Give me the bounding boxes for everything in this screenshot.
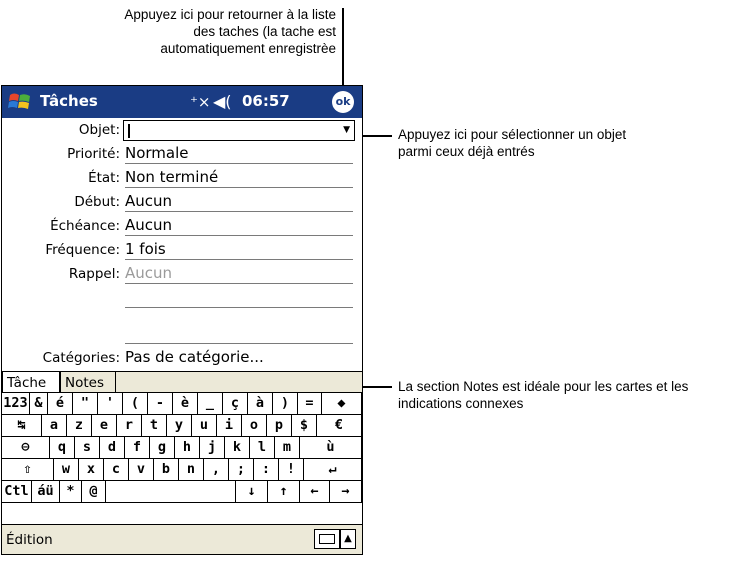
categories-label: Catégories: bbox=[42, 350, 120, 366]
key[interactable]: c bbox=[104, 459, 129, 481]
key[interactable]: v bbox=[129, 459, 154, 481]
key[interactable]: _ bbox=[198, 393, 223, 415]
row-blank bbox=[2, 286, 362, 310]
key[interactable]: ↑ bbox=[268, 481, 300, 503]
key[interactable]: ↹ bbox=[2, 415, 42, 437]
etat-value[interactable]: Non terminé bbox=[125, 168, 219, 186]
key[interactable]: h bbox=[175, 437, 200, 459]
frequence-value[interactable]: 1 fois bbox=[125, 240, 166, 258]
tab-notes[interactable]: Notes bbox=[60, 372, 116, 393]
callout-right2 bbox=[398, 378, 688, 412]
callout-top-line2: des taches (la tache est bbox=[193, 24, 336, 39]
key[interactable]: à bbox=[248, 393, 273, 415]
device-screen bbox=[1, 85, 363, 555]
volume-icon[interactable]: ◀( bbox=[213, 92, 232, 111]
divider bbox=[125, 211, 353, 212]
objet-label: Objet: bbox=[78, 122, 120, 138]
echeance-value[interactable]: Aucun bbox=[125, 216, 173, 234]
row-rappel[interactable] bbox=[2, 262, 362, 286]
connectivity-icon[interactable]: ⁺× bbox=[190, 93, 211, 111]
callout-top-line1: Appuyez ici pour retourner à la liste bbox=[124, 7, 336, 22]
tab-tache[interactable]: Tâche bbox=[2, 372, 60, 393]
keyboard-icon-glyph bbox=[319, 534, 335, 544]
keyboard-row-2 bbox=[2, 415, 362, 437]
keyboard-row-3 bbox=[2, 437, 362, 459]
callout-top-line3: automatiquement enregistrèe bbox=[160, 41, 336, 56]
keyboard-row-1 bbox=[2, 393, 362, 415]
key[interactable]: y bbox=[167, 415, 192, 437]
row-frequence[interactable] bbox=[2, 238, 362, 262]
key[interactable]: i bbox=[217, 415, 242, 437]
ok-button[interactable]: ok bbox=[332, 91, 354, 113]
key[interactable]: $ bbox=[292, 415, 317, 437]
key[interactable]: ⊖ bbox=[2, 437, 50, 459]
key[interactable]: Ctl bbox=[2, 481, 32, 503]
objet-combobox[interactable] bbox=[123, 120, 355, 141]
key[interactable]: ( bbox=[123, 393, 148, 415]
text-caret bbox=[128, 124, 130, 138]
input-menu-arrow-icon[interactable]: ▲ bbox=[340, 529, 356, 549]
divider bbox=[125, 235, 353, 236]
key-space[interactable] bbox=[106, 481, 236, 503]
callout-right2-line1: La section Notes est idéale pour les cartes et les bbox=[398, 379, 689, 394]
title-bar bbox=[2, 86, 362, 118]
echeance-label: Échéance: bbox=[50, 218, 120, 234]
callout-right1-line1: Appuyez ici pour sélectionner un objet bbox=[398, 127, 627, 142]
key[interactable]: ← bbox=[300, 481, 330, 503]
menu-edition[interactable]: Édition bbox=[6, 532, 53, 548]
soft-keyboard bbox=[2, 392, 362, 525]
callout-top-leader bbox=[342, 8, 344, 88]
categories-value[interactable]: Pas de catégorie... bbox=[125, 348, 264, 366]
key[interactable]: @ bbox=[82, 481, 106, 503]
key[interactable]: , bbox=[204, 459, 229, 481]
etat-label: État: bbox=[88, 170, 120, 186]
divider bbox=[125, 343, 353, 344]
key[interactable]: a bbox=[42, 415, 67, 437]
key[interactable]: t bbox=[142, 415, 167, 437]
key[interactable]: ↓ bbox=[236, 481, 268, 503]
callout-right1 bbox=[398, 126, 626, 160]
key[interactable]: q bbox=[50, 437, 75, 459]
divider bbox=[125, 187, 353, 188]
keyboard-row-4 bbox=[2, 459, 362, 481]
priorite-value[interactable]: Normale bbox=[125, 144, 189, 162]
key[interactable]: ) bbox=[273, 393, 298, 415]
rappel-label: Rappel: bbox=[68, 266, 120, 282]
key[interactable]: → bbox=[330, 481, 362, 503]
key[interactable]: ↵ bbox=[304, 459, 362, 481]
row-objet bbox=[2, 118, 362, 142]
key[interactable]: ù bbox=[300, 437, 362, 459]
key[interactable]: r bbox=[117, 415, 142, 437]
key[interactable]: e bbox=[92, 415, 117, 437]
key[interactable]: ç bbox=[223, 393, 248, 415]
debut-value[interactable]: Aucun bbox=[125, 192, 173, 210]
key[interactable]: p bbox=[267, 415, 292, 437]
row-etat[interactable] bbox=[2, 166, 362, 190]
key[interactable]: k bbox=[225, 437, 250, 459]
key[interactable]: u bbox=[192, 415, 217, 437]
key[interactable]: b bbox=[154, 459, 179, 481]
key[interactable]: g bbox=[150, 437, 175, 459]
windows-start-icon[interactable] bbox=[7, 89, 33, 115]
tab-bar bbox=[2, 371, 362, 394]
rappel-value[interactable]: Aucun bbox=[125, 264, 173, 282]
divider bbox=[125, 283, 353, 284]
row-categories[interactable] bbox=[2, 346, 362, 370]
key[interactable]: ' bbox=[98, 393, 123, 415]
key[interactable]: z bbox=[67, 415, 92, 437]
key[interactable]: : bbox=[254, 459, 279, 481]
key[interactable]: ; bbox=[229, 459, 254, 481]
clock[interactable]: 06:57 bbox=[242, 92, 290, 110]
key[interactable]: ◆ bbox=[322, 393, 362, 415]
key[interactable]: € bbox=[317, 415, 362, 437]
key[interactable]: w bbox=[54, 459, 79, 481]
key[interactable]: s bbox=[75, 437, 100, 459]
row-priorite[interactable] bbox=[2, 142, 362, 166]
row-echeance[interactable] bbox=[2, 214, 362, 238]
key[interactable]: m bbox=[275, 437, 300, 459]
keyboard-icon[interactable] bbox=[314, 529, 340, 549]
key[interactable]: = bbox=[298, 393, 322, 415]
key[interactable]: * bbox=[60, 481, 82, 503]
key[interactable]: ⇧ bbox=[2, 459, 54, 481]
menu-bar bbox=[2, 524, 362, 555]
key[interactable]: f bbox=[125, 437, 150, 459]
keyboard-row-5 bbox=[2, 481, 362, 503]
key[interactable]: " bbox=[73, 393, 98, 415]
key[interactable]: n bbox=[179, 459, 204, 481]
priorite-label: Priorité: bbox=[67, 146, 120, 162]
key[interactable]: j bbox=[200, 437, 225, 459]
divider bbox=[125, 307, 353, 308]
key[interactable]: 123 bbox=[2, 393, 30, 415]
callout-right2-line2: indications connexes bbox=[398, 396, 524, 411]
app-title: Tâches bbox=[40, 92, 98, 110]
key[interactable]: áü bbox=[32, 481, 60, 503]
divider bbox=[125, 163, 353, 164]
key[interactable]: - bbox=[148, 393, 173, 415]
callout-top bbox=[40, 6, 336, 57]
key[interactable]: o bbox=[242, 415, 267, 437]
key[interactable]: x bbox=[79, 459, 104, 481]
key[interactable]: & bbox=[30, 393, 48, 415]
dropdown-arrow-icon[interactable]: ▼ bbox=[343, 125, 350, 135]
callout-right1-line2: parmi ceux déjà entrés bbox=[398, 144, 535, 159]
key[interactable]: l bbox=[250, 437, 275, 459]
frequence-label: Fréquence: bbox=[45, 242, 120, 258]
key[interactable]: é bbox=[48, 393, 73, 415]
debut-label: Début: bbox=[74, 194, 120, 210]
divider bbox=[125, 259, 353, 260]
row-debut[interactable] bbox=[2, 190, 362, 214]
key[interactable]: è bbox=[173, 393, 198, 415]
key[interactable]: d bbox=[100, 437, 125, 459]
key[interactable]: ! bbox=[279, 459, 304, 481]
